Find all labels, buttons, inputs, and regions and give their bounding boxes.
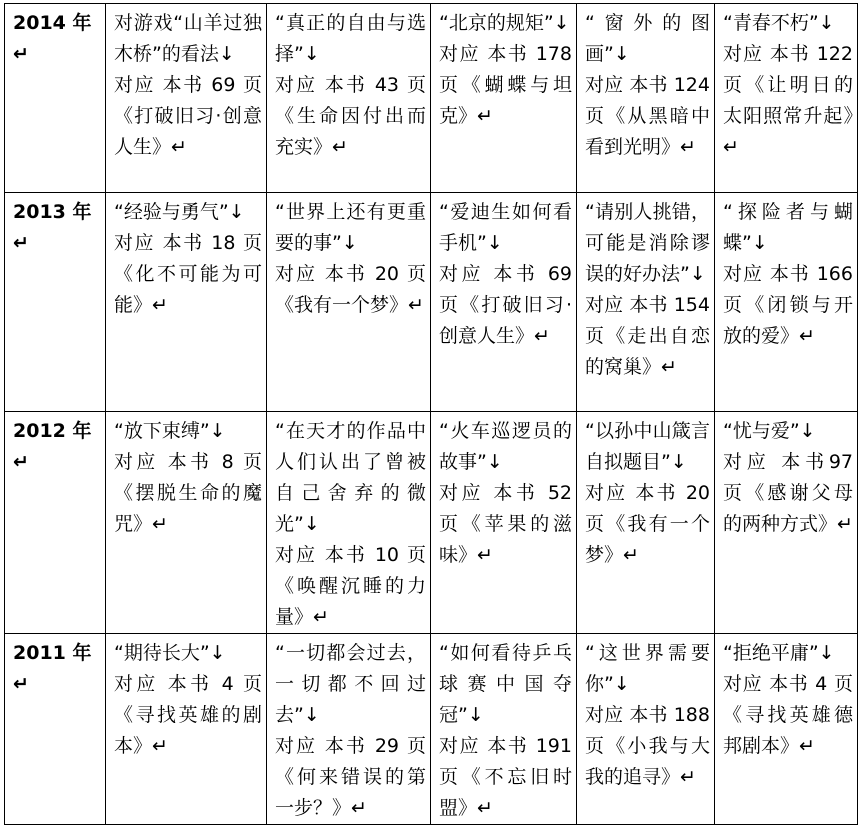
cell-text: 对游戏“山羊过独木桥”的看法↓ 对应 本书 69 页《打破旧习·创意人生》↵: [114, 12, 262, 158]
table-cell: [577, 4, 715, 193]
cell-text: “期待长大”↓ 对应 本书 4 页《寻找英雄的剧本》↵: [114, 642, 262, 757]
cell-text: “青春不朽”↓ 对应 本书 122 页《让明日的太阳照常升起》↵: [723, 12, 853, 158]
table-cell: [431, 4, 577, 193]
table-cell: [267, 193, 431, 412]
table-cell: [267, 634, 431, 825]
topics-table: [4, 3, 858, 825]
table-cell: [715, 4, 858, 193]
cell-text: “这世界需要你”↓ 对应 本书 188 页《小我与大我的追寻》↵: [585, 642, 710, 788]
cell-text: “拒绝平庸”↓ 对应 本书 4 页《寻找英雄德邦剧本》↵: [723, 642, 853, 757]
year-cell: [5, 412, 106, 634]
cell-text: “忧与爱”↓ 对应 本书97 页《感谢父母的两种方式》↵: [723, 420, 853, 535]
table-cell: [106, 634, 267, 825]
cell-text: “以孙中山箴言自拟题目”↓ 对应 本书 20 页《我有一个梦》↵: [585, 420, 710, 566]
cell-text: “北京的规矩”↓ 对应 本书 178 页《蝴蝶与坦克》↵: [439, 12, 572, 127]
table-cell: [715, 193, 858, 412]
cell-text: “真正的自由与选择”↓ 对应 本书 43 页《生命因付出而充实》↵: [275, 12, 426, 158]
table-row: [5, 634, 858, 825]
year-cell: [5, 634, 106, 825]
table-cell: [715, 412, 858, 634]
table-cell: [106, 4, 267, 193]
cell-text: “在天才的作品中人们认出了曾被自己舍弃的微光”↓ 对应 本书 10 页《唤醒沉睡的力量》↵: [275, 420, 426, 628]
cell-text: “火车巡逻员的故事”↓ 对应 本书 52 页《苹果的滋味》↵: [439, 420, 572, 566]
table-cell: [577, 412, 715, 634]
year-label: 2014 年↵: [13, 12, 92, 65]
table-row: [5, 412, 858, 634]
year-label: 2013 年↵: [13, 201, 92, 254]
year-cell: [5, 4, 106, 193]
table-cell: [577, 634, 715, 825]
year-label: 2012 年↵: [13, 420, 92, 473]
cell-text: “放下束缚”↓ 对应 本书 8 页《摆脱生命的魔咒》↵: [114, 420, 262, 535]
table-cell: [267, 4, 431, 193]
table-cell: [431, 193, 577, 412]
cell-text: “爱迪生如何看手机”↓ 对应 本书 69 页《打破旧习·创意人生》↵: [439, 201, 572, 347]
table-cell: [267, 412, 431, 634]
cell-text: “窗外的图画”↓ 对应 本书 124 页《从黑暗中看到光明》↵: [585, 12, 710, 158]
table-cell: [106, 193, 267, 412]
table-cell: [577, 193, 715, 412]
cell-text: “请别人挑错，可能是消除谬误的好办法”↓ 对应 本书 154 页《走出自恋的窝巢》↵: [585, 201, 710, 378]
cell-text: “世界上还有更重要的事”↓ 对应 本书 20 页《我有一个梦》↵: [275, 201, 426, 316]
cell-text: “经验与勇气”↓ 对应 本书 18 页《化不可能为可能》↵: [114, 201, 262, 316]
year-cell: [5, 193, 106, 412]
cell-text: “如何看待乒乓球赛中国夺冠”↓ 对应 本书 191 页《不忘旧时盟》↵: [439, 642, 572, 819]
table-row: [5, 4, 858, 193]
year-label: 2011 年↵: [13, 642, 92, 695]
table-cell: [431, 634, 577, 825]
cell-text: “探险者与蝴蝶”↓ 对应 本书 166 页《闭锁与开放的爱》↵: [723, 201, 853, 347]
table-row: [5, 193, 858, 412]
table-cell: [106, 412, 267, 634]
table-cell: [715, 634, 858, 825]
cell-text: “一切都会过去，一切都不回过去”↓ 对应 本书 29 页《何来错误的第一步？》↵: [275, 642, 426, 819]
table-cell: [431, 412, 577, 634]
